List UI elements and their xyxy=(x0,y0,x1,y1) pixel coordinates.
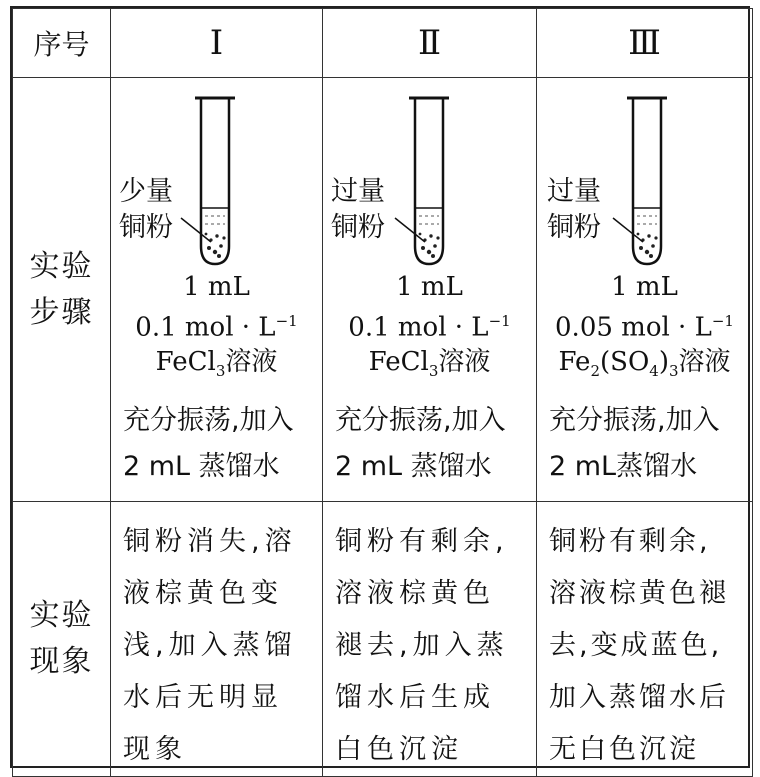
observations-row xyxy=(13,502,753,777)
solution-info-3: 1 mL 0.05 mol · $L^{-1}$ $Fe_2(SO_4)_3$溶液 xyxy=(555,272,734,380)
test-tube-diagram-3 xyxy=(537,78,752,278)
action-text-3: 充分振荡,加入 2 mL蒸馏水 xyxy=(549,404,720,482)
header-row xyxy=(13,9,753,78)
observations-label: 实验 现象 xyxy=(13,502,111,777)
powder-label-3: 过量 铜粉 xyxy=(547,176,601,243)
action-text-1: 充分振荡,加入 2 mL 蒸馏水 xyxy=(123,404,294,482)
header-col-3: Ⅲ xyxy=(537,9,753,78)
step-cell-1 xyxy=(111,78,323,502)
observation-cell-2: 铜粉有剩余, 溶液棕黄色 褪去,加入蒸 馏水后生成 白色沉淀 xyxy=(323,502,537,777)
test-tube-diagram-1 xyxy=(111,78,322,278)
observation-cell-3: 铜粉有剩余, 溶液棕黄色褪 去,变成蓝色, 加入蒸馏水后 无白色沉淀 xyxy=(537,502,753,777)
test-tube-diagram-2 xyxy=(323,78,536,278)
experiment-table xyxy=(10,6,750,768)
step-cell-2 xyxy=(323,78,537,502)
steps-label: 实验 步骤 xyxy=(13,78,111,502)
steps-row xyxy=(13,78,753,502)
solution-info-2: 1 mL 0.1 mol · $L^{-1}$ FeCl$_3$溶液 xyxy=(348,272,511,380)
header-label: 序号 xyxy=(13,9,111,78)
solution-info-1: 1 mL 0.1 mol · $L^{-1}$ FeCl$_3$溶液 xyxy=(135,272,298,380)
observation-cell-1: 铜粉消失,溶 液棕黄色变 浅,加入蒸馏 水后无明显 现象 xyxy=(111,502,323,777)
powder-label-2: 过量 铜粉 xyxy=(331,176,385,243)
powder-label-1: 少量 铜粉 xyxy=(119,176,173,243)
header-col-2: Ⅱ xyxy=(323,9,537,78)
action-text-2: 充分振荡,加入 2 mL 蒸馏水 xyxy=(335,404,506,482)
header-col-1: Ⅰ xyxy=(111,9,323,78)
step-cell-3 xyxy=(537,78,753,502)
